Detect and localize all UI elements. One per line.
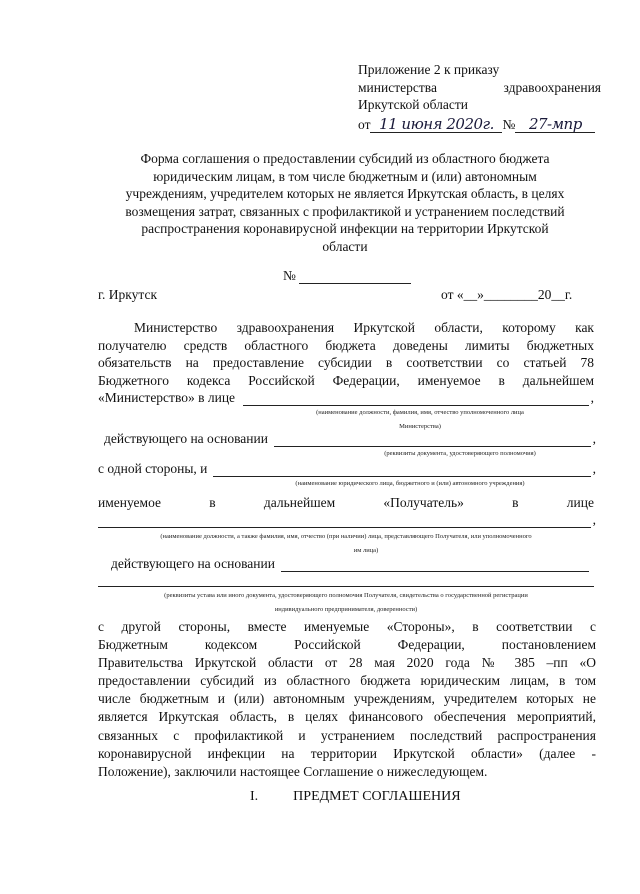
ministry-person-blank: [243, 392, 589, 406]
note-line: Министерства): [399, 423, 441, 430]
named-word: дальнейшем: [263, 495, 336, 510]
para1-line: получателю средств областного бюджета доведены лимиты бюджетных: [98, 337, 594, 353]
para2-line: Правительства Иркутской области от 28 мая 2020 года № 385 –пп «О: [98, 655, 596, 671]
one-side-row: [98, 461, 596, 477]
recipient-person-blank: [98, 514, 591, 528]
document-title: [95, 150, 595, 255]
paragraph-1: [98, 319, 594, 390]
para2-line: числе бюджетным и (или) автономным учреждениям, учредителем которых не: [98, 691, 596, 707]
charter-blank-line: [98, 586, 594, 587]
named-word: в: [512, 495, 519, 510]
order-number-sign: №: [502, 117, 516, 132]
para2-line: является Иркутская область, в целях финансового обеспечения мероприятий,: [98, 709, 596, 725]
recipient-person-row: [98, 512, 596, 528]
note-line: (наименование должности, а также фамилия, имя, отчество (при наличии) лица, представляющего Получателя, или уполномоченного: [160, 533, 532, 540]
acting-basis-blank-2: [281, 558, 589, 572]
ministry-person-row: [98, 390, 594, 406]
order-from-label: от: [358, 117, 371, 132]
comma: ,: [590, 390, 594, 405]
note-recipient-name: (наименование юридического лица, бюджетного и (или) автономного учреждения): [295, 480, 525, 487]
para2-line: коронавирусной инфекции на территории Иркутской области» (далее -: [98, 745, 596, 761]
acting-basis-blank: [274, 433, 591, 447]
para2-line: Положение), заключили настоящее Соглашение о нижеследующем.: [98, 763, 488, 779]
section-number: I.: [250, 789, 259, 804]
paragraph-2: [98, 618, 596, 781]
note-line: (реквизиты устава или иного документа, удостоверяющего полномочия Получателя, свидетельства о государственной регистрации: [164, 592, 528, 599]
one-side-label: с одной стороны, и: [98, 461, 208, 476]
appendix-line-2-left: министерства: [358, 80, 437, 95]
acting-basis-row-2: [111, 556, 589, 572]
date-from: от «__»________20__г.: [441, 287, 573, 302]
number-blank: [299, 270, 411, 284]
para2-line: связанных с профилактикой и устранением последствий распространения: [98, 727, 596, 743]
named-recipient-row: [98, 495, 594, 511]
city: г. Иркутск: [98, 287, 157, 302]
title-line: области: [322, 238, 368, 254]
title-line: возмещения затрат, связанных с профилактикой и устранением последствий: [125, 203, 565, 219]
ministry-in-person-label: «Министерство» в лице: [98, 390, 236, 405]
acting-basis-label: действующего на основании: [104, 431, 268, 446]
note-line: им лица): [353, 547, 379, 554]
acting-basis-label: действующего на основании: [111, 556, 275, 571]
para2-line: с другой стороны, вместе именуемые «Стороны», в соответствии с: [98, 619, 596, 634]
note-line: индивидуального предпринимателя, доверенности): [274, 606, 418, 613]
handwritten-date: 11 июня 2020г.: [370, 116, 502, 133]
named-word: лице: [566, 495, 594, 510]
number-sign: №: [283, 268, 296, 283]
recipient-name-blank: [213, 463, 590, 477]
note-line: (наименование должности, фамилия, имя, отчество уполномоченного лица: [316, 409, 524, 416]
named-word: «Получатель»: [383, 495, 464, 510]
para1-line: обязательств на предоставление субсидии в соответствии со статьей 78: [98, 355, 594, 371]
para1-line: Бюджетного кодекса Российской Федерации, именуемое в дальнейшем: [98, 373, 594, 389]
note-recipient-person: [98, 533, 594, 555]
appendix-line-1: Приложение 2 к приказу: [358, 62, 500, 77]
handwritten-number: 27-мпр: [515, 116, 595, 133]
appendix-line-3: Иркутской области: [358, 97, 469, 112]
note-ministry-person: [250, 409, 590, 431]
title-line: учреждениям, учредителем которых не является Иркутская область, в целях: [125, 186, 565, 201]
note-charter: [98, 592, 594, 614]
appendix-line-2-right: здравоохранения: [503, 80, 601, 95]
section-heading: [250, 789, 461, 805]
comma: ,: [592, 461, 596, 476]
appendix-line-2: [358, 80, 601, 96]
para2-line: предоставлении субсидий из областного бюджета юридическим лицам, в том: [98, 673, 596, 689]
section-title: ПРЕДМЕТ СОГЛАШЕНИЯ: [293, 789, 461, 804]
named-word: именуемое: [98, 495, 161, 510]
title-line: Форма соглашения о предоставлении субсидий из областного бюджета: [140, 151, 550, 166]
note-requisites: (реквизиты документа, удостоверяющего полномочия): [384, 450, 536, 457]
comma: ,: [592, 431, 596, 446]
acting-basis-row-1: [104, 431, 596, 447]
para2-line: Бюджетным кодексом Российской Федерации, постановлением: [98, 637, 596, 653]
title-line: распространения коронавирусной инфекции на территории Иркутской: [141, 221, 549, 236]
title-line: юридическим лицам, в том числе бюджетным и (или) автономным: [153, 168, 537, 184]
agreement-number: [283, 268, 411, 284]
appendix-order-date: [358, 116, 602, 133]
comma: ,: [592, 512, 596, 527]
para1-line: Министерство здравоохранения Иркутской области, которому как: [134, 320, 594, 335]
named-word: в: [209, 495, 216, 510]
